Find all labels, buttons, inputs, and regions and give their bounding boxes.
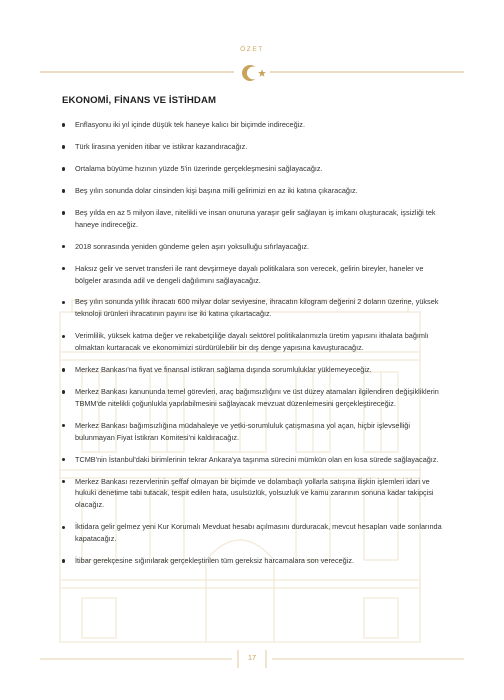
list-item bbox=[62, 119, 446, 131]
list-item bbox=[62, 420, 446, 444]
bullet-icon bbox=[62, 335, 65, 338]
bullet-icon bbox=[62, 211, 65, 214]
list-item bbox=[62, 364, 446, 376]
list-item-text: Haksız gelir ve servet transferi ile rant devşirmeye dayalı politikalara son verecek, gelirin bireyler, haneler ve bölgeler arasında adil ve dengeli dağılımını sağlayacağız. bbox=[75, 263, 424, 285]
list-item-text: İtibar gerekçesine sığınılarak gerçekleştirilen tüm gereksiz harcamalara son vereceğiz. bbox=[75, 555, 355, 565]
bullet-icon bbox=[62, 480, 65, 483]
list-item-text: Merkez Bankası bağımsızlığına müdahaleye ve yetki-sorumluluk çatışmasına yol açan, hiçbir işlevselliği bulunmayan Fiyat İstikrarı Komitesi'ni kaldıracağız. bbox=[75, 420, 410, 442]
bullet-icon bbox=[62, 267, 65, 270]
bullet-icon bbox=[62, 458, 65, 461]
section-header-label: ÖZET bbox=[240, 46, 264, 53]
bullet-icon bbox=[62, 390, 65, 393]
list-item-text: Merkez Bankası'na fiyat ve finansal istikrarı sağlama dışında sorumluluklar yüklemeyeceğiz. bbox=[75, 365, 372, 375]
list-item bbox=[62, 454, 446, 466]
list-item bbox=[62, 555, 446, 567]
list-item bbox=[62, 386, 446, 410]
list-item bbox=[62, 185, 446, 197]
page-number: 17 bbox=[247, 653, 257, 662]
list-item-text: Beş yılda en az 5 milyon ilave, nitelikli ve insan onuruna yaraşır gelir sağlayan iş imkanı oluşturacak, işsizliği tek haneye indireceğiz. bbox=[75, 207, 436, 229]
bullet-icon bbox=[62, 424, 65, 427]
list-item bbox=[62, 521, 446, 545]
list-item-text: Enflasyonu iki yıl içinde düşük tek haneye kalıcı bir biçimde indireceğiz. bbox=[75, 120, 305, 129]
list-item bbox=[62, 141, 446, 153]
list-item bbox=[62, 330, 446, 354]
bullet-icon bbox=[62, 189, 65, 192]
list-item-text: Merkez Bankası kanununda temel görevleri, araç bağımsızlığını ve üst düzey atamaları ilgilendiren değişikliklerin TBMM'de nitelikli çoğunlukla yapılabilmesini sağlayacak mevzuat düzenlemesini gerçekleştireceğiz. bbox=[75, 387, 439, 408]
list-item-text: Ortalama büyüme hızının yüzde 5'in üzerinde gerçekleşmesini sağlayacağız. bbox=[75, 163, 323, 173]
list-item-text: İktidara gelir gelmez yeni Kur Korumalı Mevduat hesabı açılmasını durduracak, mevcut hesapları vade sonlarında kapatacağız. bbox=[75, 522, 442, 543]
star-icon bbox=[258, 69, 266, 77]
bullet-icon bbox=[62, 368, 65, 371]
crescent-star-ornament bbox=[0, 60, 504, 90]
list-item-text: Türk lirasına yeniden itibar ve istikrar kazandıracağız. bbox=[75, 141, 248, 151]
list-item-text: 2018 sonrasında yeniden gündeme gelen aşırı yoksulluğu sıfırlayacağız. bbox=[75, 241, 310, 251]
list-item-text: Merkez Bankası rezervlerinin şeffaf olmayan bir biçimde ve dolambaçlı yollarla satışına ilişkin işlemleri idari ve hukuki denetime tabi tutacak, tespit edilen hata, usulsüzlük, yolsuzluk ve kamu zararının sonuna kadar takipçisi olacağız. bbox=[75, 476, 434, 510]
bullet-icon bbox=[62, 526, 65, 529]
list-item bbox=[62, 241, 446, 253]
policy-bullet-list bbox=[62, 119, 446, 577]
bullet-icon bbox=[62, 301, 65, 304]
list-item bbox=[62, 263, 446, 287]
section-title: EKONOMİ, FİNANS VE İSTİHDAM bbox=[62, 95, 217, 106]
bullet-icon bbox=[62, 167, 65, 170]
list-item bbox=[62, 207, 446, 231]
list-item-text: TCMB'nin İstanbul'daki birimlerinin tekrar Ankara'ya taşınma sürecini mümkün olan en kısa sürede sağlayacağız. bbox=[75, 454, 439, 464]
list-item-text: Beş yılın sonunda dolar cinsinden kişi başına milli gelirimizi en az iki katına çıkaracağız. bbox=[75, 185, 358, 195]
bullet-icon bbox=[62, 559, 65, 562]
list-item bbox=[62, 296, 446, 320]
list-item-text: Beş yılın sonunda yıllık ihracatı 600 milyar dolar seviyesine, ihracatın kilogram değerini 2 doların üzerine, yüksek teknoloji ürünleri ihracatının payını ise iki katına çıkartacağız. bbox=[75, 297, 439, 319]
list-item bbox=[62, 163, 446, 175]
list-item-text: Verimlilik, yüksek katma değer ve rekabetçiliğe dayalı sektörel politikalarımızla üretim yapısını ithalata bağımlı olmaktan kurtaracak ve ekonomimizi sürdürülebilir bir dış denge yapısına kavuşturacağız. bbox=[75, 331, 429, 353]
bullet-icon bbox=[62, 245, 65, 248]
bullet-icon bbox=[62, 123, 65, 126]
bullet-icon bbox=[62, 145, 65, 148]
list-item bbox=[62, 476, 446, 511]
